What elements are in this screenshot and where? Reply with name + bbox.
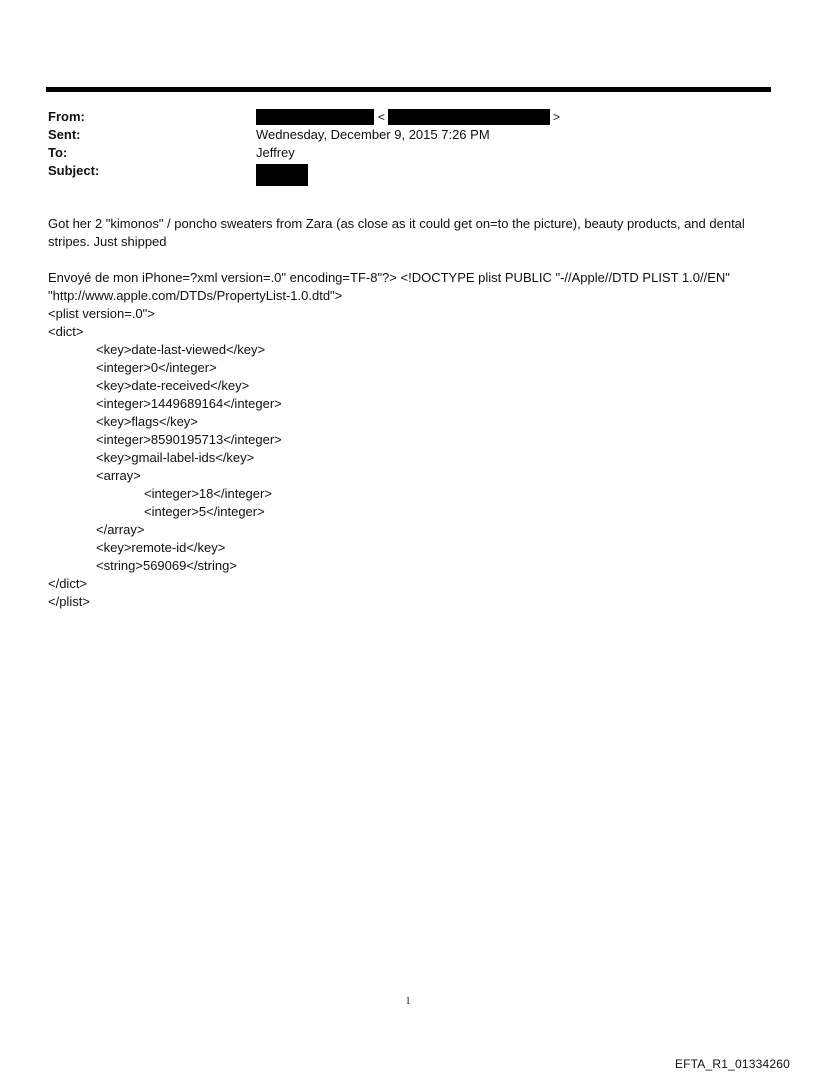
plist-line: <integer>8590195713</integer>	[96, 432, 282, 447]
document-id: EFTA_R1_01334260	[674, 1057, 790, 1071]
from-row	[48, 108, 768, 126]
plist-line: <key>gmail-label-ids</key>	[96, 450, 255, 465]
plist-line: </plist>	[48, 594, 90, 609]
plist-line: <string>569069</string>	[96, 558, 237, 573]
paragraph-gap	[48, 251, 768, 269]
redaction-box	[388, 109, 550, 125]
plist-line: <integer>5</integer>	[144, 504, 265, 519]
subject-row	[48, 162, 768, 186]
email-body	[48, 215, 768, 611]
plist-line: <integer>1449689164</integer>	[96, 396, 282, 411]
plist-line: <array>	[96, 468, 141, 483]
message-text: Got her 2 "kimonos" / poncho sweaters from Zara (as close as it could get on=to the picture), beauty products, and dental stripes. Just shipped	[48, 216, 745, 249]
header-rule	[46, 87, 771, 92]
plist-line: "http://www.apple.com/DTDs/PropertyList-1.0.dtd">	[48, 288, 343, 303]
plist-line: <dict>	[48, 324, 84, 339]
plist-line: <key>flags</key>	[96, 414, 198, 429]
to-row	[48, 144, 768, 162]
plist-line: <key>remote-id</key>	[96, 540, 226, 555]
to-value: Jeffrey	[256, 145, 295, 160]
sent-label: Sent:	[48, 127, 81, 142]
plist-line: <integer>0</integer>	[96, 360, 217, 375]
from-open-bracket: <	[378, 110, 386, 124]
subject-label: Subject:	[48, 163, 100, 178]
from-value	[256, 108, 560, 126]
plist-line: </array>	[96, 522, 145, 537]
sent-value: Wednesday, December 9, 2015 7:26 PM	[256, 127, 490, 142]
to-label: To:	[48, 145, 68, 160]
subject-value	[256, 162, 308, 186]
redaction-box	[256, 164, 308, 186]
email-header	[48, 108, 768, 186]
from-label: From:	[48, 109, 85, 124]
from-close-bracket: >	[553, 110, 561, 124]
plist-line: Envoyé de mon iPhone=?xml version=.0" encoding=TF-8"?> <!DOCTYPE plist PUBLIC "-//Apple//DTD PLIST 1.0//EN"	[48, 270, 730, 285]
plist-line: <integer>18</integer>	[144, 486, 272, 501]
sent-row	[48, 126, 768, 144]
redaction-box	[256, 109, 374, 125]
plist-line: </dict>	[48, 576, 88, 591]
plist-block	[48, 269, 768, 611]
plist-line: <key>date-last-viewed</key>	[96, 342, 266, 357]
page-number: 1	[405, 996, 411, 1007]
plist-line: <plist version=.0">	[48, 306, 155, 321]
plist-line: <key>date-received</key>	[96, 378, 250, 393]
